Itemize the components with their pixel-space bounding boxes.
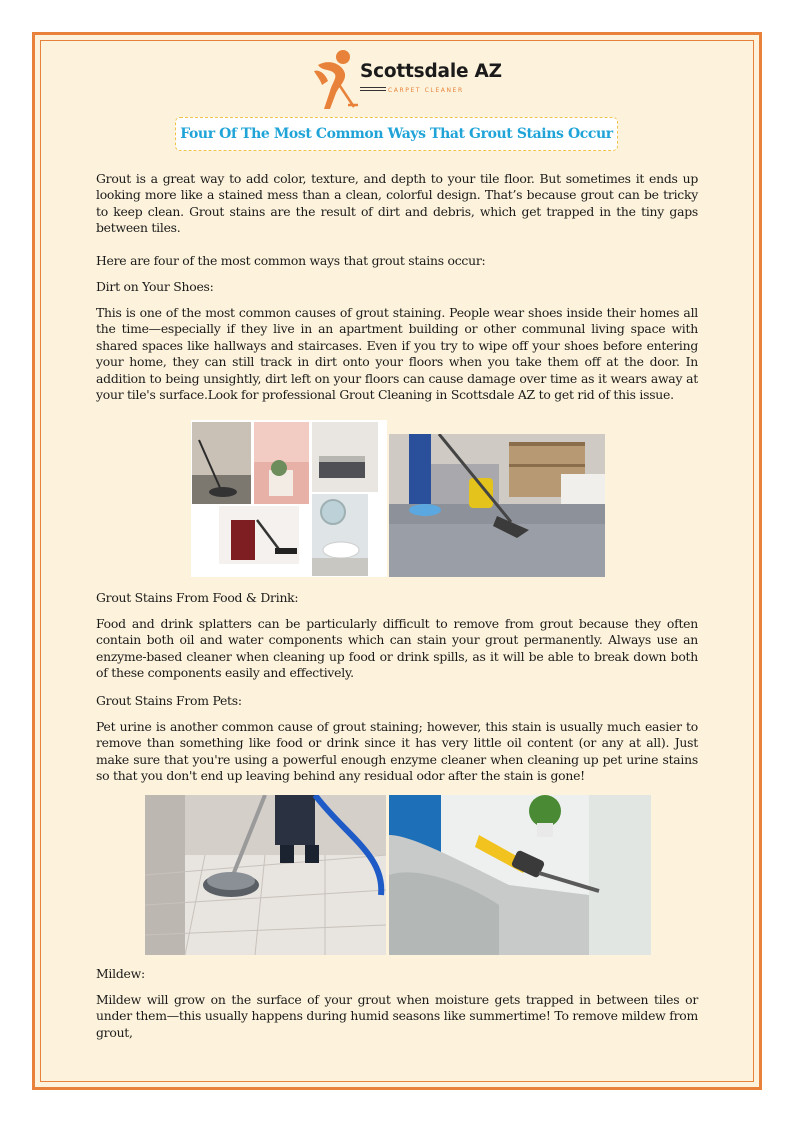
- intro-paragraph: Grout is a great way to add color, texture, and depth to your tile floor. But sometimes it ends up looking more like a stained mess than a clean, colorful design. That’s because grout can be tricky to keep clean. Grout stains are the result of dirt and debris, which get trapped in the tiny gaps between tiles.: [96, 171, 698, 236]
- section-body: Pet urine is another common cause of grout staining; however, this stain is usually much easier to remove than something like food or drink since it has very little oil content (or any at all). Just make sure that you're using a powerful enough enzyme cleaner when cleaning up pet urine stains so that you don't end up leaving behind any residual odor after the stain is gone!: [96, 719, 698, 784]
- logo-subtitle: CARPET CLEANER: [388, 87, 464, 94]
- section-body: Food and drink splatters can be particularly difficult to remove from grout because they often contain both oil and water components which can stain your grout permanently. Always use an enzyme-based cleaner when cleaning up food or drink spills, as it will be able to break down both of these components easily and effectively.: [96, 616, 698, 681]
- article-title-box: [175, 117, 618, 151]
- logo-lines: [360, 87, 386, 93]
- article-title: Four Of The Most Common Ways That Grout Stains Occur: [180, 126, 613, 142]
- logo-title: Scottsdale AZ: [360, 61, 502, 82]
- tile-floor-cleaning-photo: [145, 795, 386, 955]
- section-heading: Dirt on Your Shoes:: [96, 279, 214, 294]
- section-heading: Grout Stains From Food & Drink:: [96, 590, 299, 605]
- company-logo: [310, 45, 500, 115]
- cleaner-figure-icon: [310, 45, 358, 111]
- section-body: Mildew will grow on the surface of your grout when moisture gets trapped in between tiles or under them—this usually happens during humid seasons like summertime! To remove mildew from grout,: [96, 992, 698, 1040]
- section-body: This is one of the most common causes of grout staining. People wear shoes inside their homes all the time—especially if they live in an apartment building or other communal living space with shared spaces like hallways and staircases. Even if you try to wipe off your shoes before entering your home, they can still track in dirt onto your floors when you take them off at the door. In addition to being unsightly, dirt left on your floors can cause damage over time as it wears away at your tile's surface.Look for professional Grout Cleaning in Scottsdale AZ to get rid of this issue.: [96, 305, 698, 403]
- upholstery-cleaning-photo: [389, 795, 651, 955]
- interior-collage-photo: [191, 420, 387, 577]
- section-heading: Grout Stains From Pets:: [96, 693, 242, 708]
- carpet-cleaning-photo: [389, 434, 605, 577]
- section-heading: Mildew:: [96, 966, 145, 981]
- lead-paragraph: Here are four of the most common ways that grout stains occur:: [96, 253, 486, 268]
